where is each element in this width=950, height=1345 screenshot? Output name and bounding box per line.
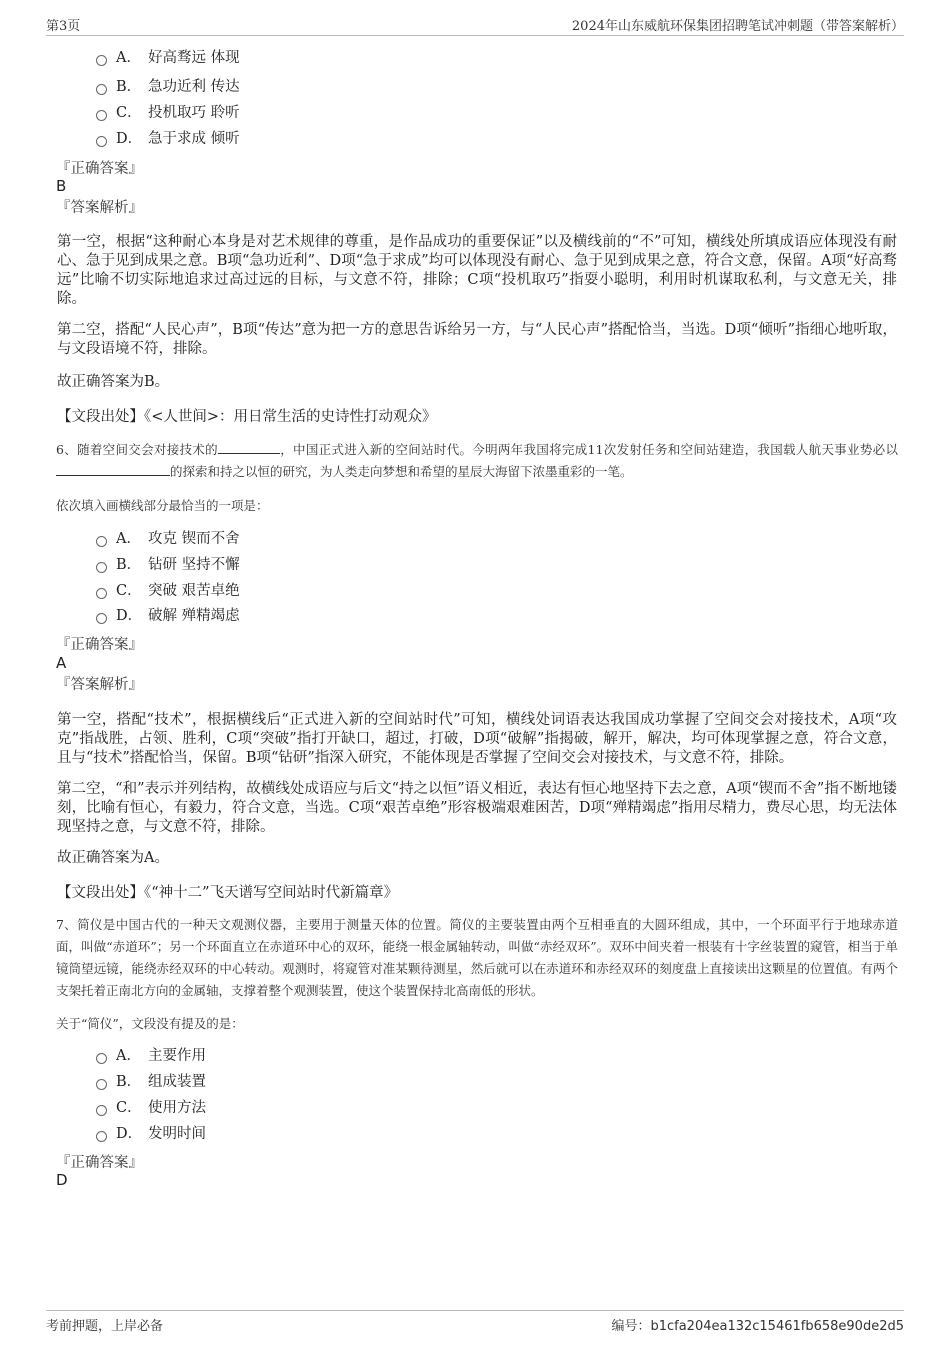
q7-option-a[interactable]: A． 主要作用 (96, 1045, 206, 1067)
q7-answer: D (56, 1171, 68, 1189)
q6-option-c[interactable]: C． 突破 艰苦卓绝 (96, 580, 240, 602)
radio-icon[interactable] (96, 110, 107, 121)
q6-source: 【文段出处】《“神十二”飞天谱写空间站时代新篇章》 (57, 885, 399, 901)
q6-answer: A (56, 654, 67, 672)
document-code: 编号：b1cfa204ea132c15461fb658e90de2d5 (611, 1319, 904, 1334)
q6-analysis-para-2: 第二空，“和”表示并列结构，故横线处成语应与后文“持之以恒”语义相近，表达有恒心地坚持下去之意，A项“锲而不舍”指不断地镂刻，比喻有恒心，有毅力，符合文意，当选。C项“艰苦卓绝”形容极端艰难困苦，D项“殚精竭虑”指用尽精力，费尽心思，均无法体现坚持之意，与文意不符，排除。 (57, 781, 897, 835)
q6-correct-answer-label: 『正确答案』 (56, 637, 143, 653)
q5-analysis-para-2: 第二空，搭配“人民心声”，B项“传达”意为把一方的意思告诉给另一方，与“人民心声”搭配恰当，当选。D项“倾听”指细心地听取，与文段语境不符，排除。 (57, 322, 897, 357)
page-header (46, 13, 904, 36)
radio-icon[interactable] (96, 536, 107, 547)
document-title: 2024年山东威航环保集团招聘笔试冲刺题（带答案解析） (571, 19, 904, 34)
q6-analysis-label: 『答案解析』 (56, 677, 143, 693)
q5-analysis-label: 『答案解析』 (56, 200, 143, 216)
q5-source: 【文段出处】《<人世间>：用日常生活的史诗性打动观众》 (57, 409, 437, 425)
q7-option-d[interactable]: D． 发明时间 (96, 1123, 206, 1145)
q5-option-a[interactable]: A． 好高骛远 体现 (96, 47, 240, 69)
q5-correct-answer-label: 『正确答案』 (56, 161, 143, 177)
q5-answer: B (56, 177, 67, 195)
q6-blank-1 (218, 440, 280, 454)
radio-icon[interactable] (96, 55, 107, 66)
q7-option-b[interactable]: B． 组成装置 (96, 1071, 206, 1093)
q5-analysis-para-1: 第一空，根据“这种耐心本身是对艺术规律的尊重，是作品成功的重要保证”以及横线前的“不”可知，横线处所填成语应体现没有耐心、急于见到成果之意。B项“急功近利”、D项“急于求成”均可以体现没有耐心、急于见到成果之意，符合文意，保留。A项“好高骛远”比喻不切实际地追求过高过远的目标，与文意不符，排除；C项“投机取巧”指耍小聪明，利用时机谋取私利，与文意无关，排除。 (57, 234, 897, 307)
q6-option-b[interactable]: B． 钻研 坚持不懈 (96, 554, 240, 576)
radio-icon[interactable] (96, 1105, 107, 1116)
page-footer (46, 1310, 904, 1335)
radio-icon[interactable] (96, 613, 107, 624)
q5-option-d[interactable]: D． 急于求成 倾听 (96, 128, 240, 150)
q6-option-d[interactable]: D． 破解 殚精竭虑 (96, 605, 240, 627)
q6-analysis-para-1: 第一空，搭配“技术”，根据横线后“正式进入新的空间站时代”可知，横线处词语表达我国成功掌握了空间交会对接技术，A项“攻克”指战胜，占领、胜利，C项“突破”指打开缺口，超过，打破，D项“破解”指揭破，解开，解决，均可体现掌握之意，符合文意，且与“技术”搭配恰当，保留。B项“钻研”指深入研究，不能体现是否掌握了空间交会对接技术，与文意不符，排除。 (57, 712, 897, 766)
page-number: 第3页 (46, 19, 81, 34)
radio-icon[interactable] (96, 1131, 107, 1142)
radio-icon[interactable] (96, 136, 107, 147)
q7-option-c[interactable]: C． 使用方法 (96, 1097, 206, 1119)
q7-prompt: 关于“简仪”，文段没有提及的是： (56, 1016, 244, 1031)
q7-correct-answer-label: 『正确答案』 (56, 1155, 143, 1171)
radio-icon[interactable] (96, 84, 107, 95)
radio-icon[interactable] (96, 562, 107, 573)
footer-slogan: 考前押题，上岸必备 (46, 1319, 164, 1334)
radio-icon[interactable] (96, 1053, 107, 1064)
radio-icon[interactable] (96, 1079, 107, 1090)
q5-analysis-para-3: 故正确答案为B。 (57, 374, 170, 390)
q6-stem: 6、随着空间交会对接技术的 ，中国正式进入新的空间站时代。今明两年我国将完成11次发射任务和空间站建造，我国载人航天事业势必以的探索和持之以恒的研究，为人类走向梦想和希望的星辰大海留下浓墨重彩的一笔。 (56, 442, 898, 479)
radio-icon[interactable] (96, 588, 107, 599)
q6-analysis-para-3: 故正确答案为A。 (57, 850, 169, 866)
q5-option-b[interactable]: B． 急功近利 传达 (96, 76, 240, 98)
q5-option-c[interactable]: C． 投机取巧 聆听 (96, 102, 240, 124)
q6-blank-2 (56, 462, 170, 476)
q7-stem: 7、简仪是中国古代的一种天文观测仪器，主要用于测量天体的位置。简仪的主要装置由两个互相垂直的大圆环组成，其中，一个环面平行于地球赤道面，叫做“赤道环”；另一个环面直立在赤道环中心的双环，能绕一根金属轴转动，叫做“赤经双环”。双环中间夹着一根装有十字丝装置的窥管，相当于单镜筒望远镜，能绕赤经双环的中心转动。观测时，将窥管对准某颗待测星，然后就可以在赤道环和赤经双环的刻度盘上直接读出这颗星的位置值。有两个支架托着正南北方向的金属轴，支撑着整个观测装置，使这个装置保持北高南低的形状。 (56, 917, 898, 998)
q6-prompt: 依次填入画横线部分最恰当的一项是： (56, 498, 269, 513)
q6-option-a[interactable]: A． 攻克 锲而不舍 (96, 528, 240, 550)
